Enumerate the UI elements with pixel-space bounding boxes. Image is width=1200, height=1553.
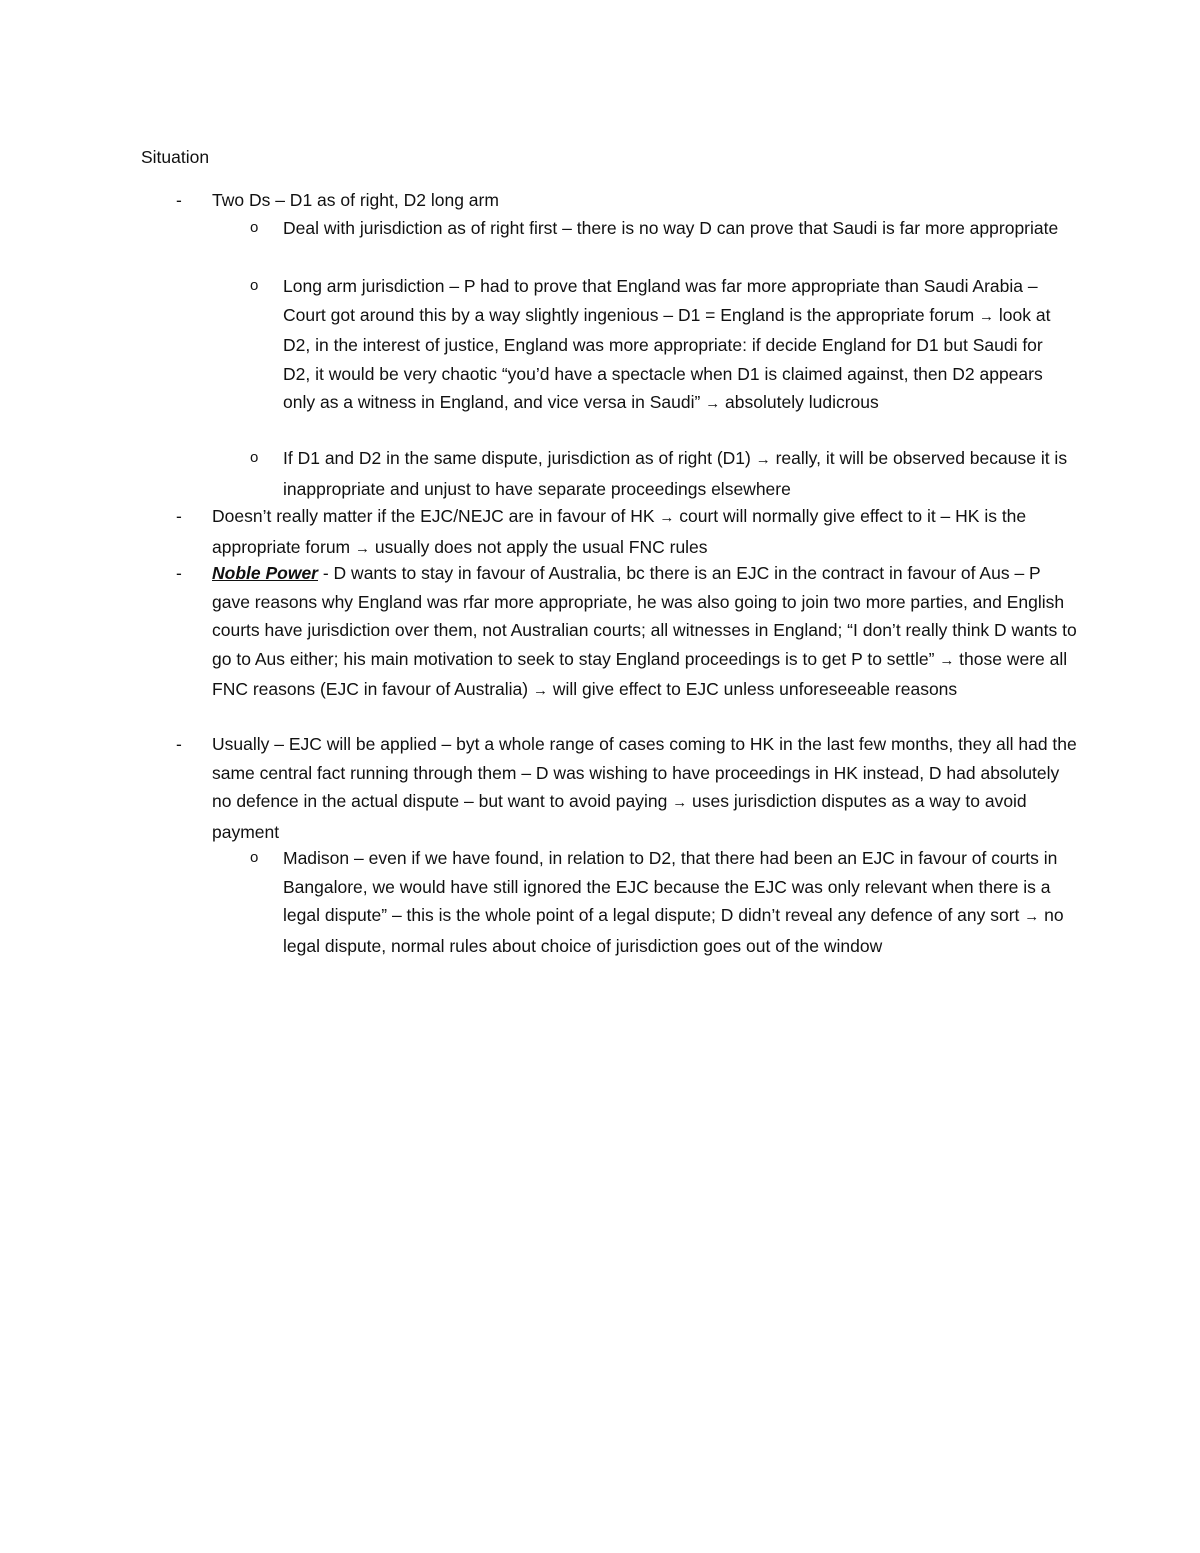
dash-bullet: - [176,734,182,754]
circle-bullet: o [250,849,259,866]
list-item: Two Ds – D1 as of right, D2 long arm [212,190,499,210]
list-item: Noble Power - D wants to stay in favour of Australia, bc there is an EJC in the contract in favour of Aus – P gave reasons why England was rfar more appropriate, he was also going to join two more parties, and English courts have jurisdiction over them, not Australian courts; all witnesses in England; “I don’t really think D wants to go to Aus either; his main motivation to seek to stay England proceedings is to get P to settle” → those were all FNC reasons (EJC in favour of Australia) → will give effect to EJC unless unforeseeable reasons [212,563,1077,700]
list-item: Usually – EJC will be applied – byt a whole range of cases coming to HK in the last few months, they all had the same central fact running through them – D was wishing to have proceedings in HK instead, D had absolutely no defence in the actual dispute – but want to avoid paying → uses jurisdiction disputes as a way to avoid payment [212,734,1077,842]
list-item: Doesn’t really matter if the EJC/NEJC are in favour of HK → court will normally give effect to it – HK is the appropriate forum → usually does not apply the usual FNC rules [212,506,1027,557]
dash-bullet: - [176,190,182,210]
sub-list-item: Long arm jurisdiction – P had to prove that England was far more appropriate than Saudi Arabia – Court got around this by a way slightly ingenious – D1 = England is the appropriate forum → look at D2, in the interest of justice, England was more appropriate: if decide England for D1 but Saudi for D2, it would be very chaotic “you’d have a spectacle when D1 is claimed against, then D2 appears only as a witness in England, and vice versa in Saudi” → absolutely ludicrous [283,276,1051,413]
arrow-icon: → [355,539,370,557]
circle-bullet: o [250,277,259,294]
arrow-icon: → [939,651,955,669]
arrow-icon: → [672,794,688,812]
arrow-icon: → [659,509,675,526]
arrow-icon: → [979,307,995,325]
sub-list-item: Deal with jurisdiction as of right first – there is no way D can prove that Saudi is far more appropriate [283,218,1059,238]
sub-list-item: Madison – even if we have found, in relation to D2, that there had been an EJC in favour of courts in Bangalore, we would have still ignored the EJC because the EJC was only relevant when there is a legal dispute” – this is the whole point of a legal dispute; D didn’t reveal any defence of any sort → no legal dispute, normal rules about choice of jurisdiction goes out of the window [283,848,1064,956]
arrow-icon: → [705,395,721,413]
sub-list-item: If D1 and D2 in the same dispute, jurisdiction as of right (D1) → really, it will be observed because it is inappropriate and unjust to have separate proceedings elsewhere [283,448,1068,499]
circle-bullet: o [250,219,259,236]
arrow-icon: → [532,682,548,700]
arrow-icon: → [755,451,771,468]
section-heading: Situation [141,147,210,167]
dash-bullet: - [176,506,182,526]
case-name: Noble Power [212,563,318,583]
circle-bullet: o [250,449,259,466]
dash-bullet: - [176,563,182,583]
arrow-icon: → [1024,908,1040,926]
